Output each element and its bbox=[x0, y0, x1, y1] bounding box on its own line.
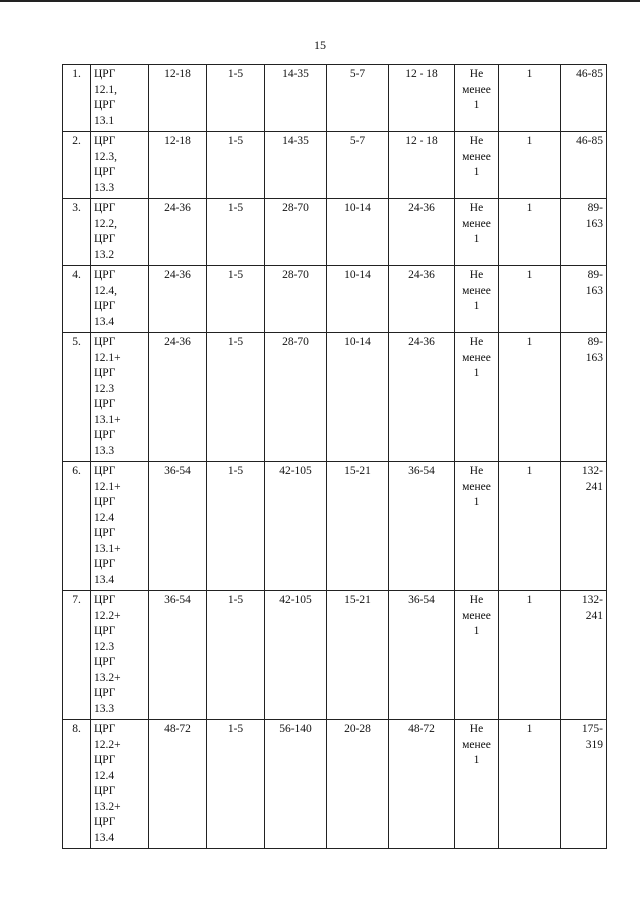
cell-name-line: ЦРГ bbox=[94, 429, 116, 441]
cell-name-line: 13.2+ bbox=[94, 671, 121, 684]
cell-number: 7. bbox=[63, 591, 91, 720]
cell-col-6-line: менее bbox=[462, 284, 491, 297]
cell-name-line: 12.2+ bbox=[94, 609, 121, 622]
cell-col-2: 1-5 bbox=[207, 720, 265, 849]
cell-col-5: 12 - 18 bbox=[389, 65, 455, 132]
cell-name-line: 13.2+ bbox=[94, 800, 121, 813]
cell-col-8-line: 241 bbox=[585, 480, 603, 493]
cell-col-7: 1 bbox=[499, 591, 561, 720]
cell-col-8 bbox=[561, 720, 607, 849]
cell-col-6 bbox=[455, 591, 499, 720]
cell-col-5: 12 - 18 bbox=[389, 132, 455, 199]
cell-col-3: 42-105 bbox=[265, 591, 327, 720]
cell-col-6-line: Не bbox=[469, 68, 484, 80]
cell-name-line: ЦРГ bbox=[94, 99, 116, 111]
cell-col-3: 14-35 bbox=[265, 65, 327, 132]
cell-col-4: 20-28 bbox=[327, 720, 389, 849]
cell-name bbox=[91, 65, 149, 132]
cell-col-4: 15-21 bbox=[327, 462, 389, 591]
cell-col-3: 28-70 bbox=[265, 333, 327, 462]
cell-col-8-line: 132- bbox=[581, 594, 603, 606]
cell-name-line: ЦРГ bbox=[94, 687, 116, 699]
table-row bbox=[63, 65, 607, 132]
cell-col-3: 28-70 bbox=[265, 199, 327, 266]
cell-col-5: 36-54 bbox=[389, 462, 455, 591]
cell-name bbox=[91, 333, 149, 462]
cell-col-8 bbox=[561, 266, 607, 333]
cell-col-6 bbox=[455, 333, 499, 462]
cell-col-6-line: менее bbox=[462, 351, 491, 364]
cell-col-6 bbox=[455, 199, 499, 266]
cell-col-5: 24-36 bbox=[389, 199, 455, 266]
cell-col-6-line: 1 bbox=[473, 367, 480, 379]
cell-col-2: 1-5 bbox=[207, 65, 265, 132]
cell-col-6 bbox=[455, 132, 499, 199]
cell-col-6 bbox=[455, 65, 499, 132]
cell-col-3: 56-140 bbox=[265, 720, 327, 849]
data-table bbox=[62, 64, 607, 849]
cell-col-7: 1 bbox=[499, 199, 561, 266]
cell-col-8-line: 241 bbox=[585, 609, 603, 622]
cell-name-line: 13.3 bbox=[94, 702, 115, 715]
cell-col-8-line: 319 bbox=[585, 738, 603, 751]
cell-col-2: 1-5 bbox=[207, 333, 265, 462]
cell-col-1: 36-54 bbox=[149, 591, 207, 720]
cell-name-line: ЦРГ bbox=[94, 166, 116, 178]
cell-name bbox=[91, 266, 149, 333]
cell-col-1: 12-18 bbox=[149, 65, 207, 132]
cell-col-6 bbox=[455, 266, 499, 333]
top-rule bbox=[0, 0, 640, 2]
cell-col-4: 10-14 bbox=[327, 333, 389, 462]
table-row bbox=[63, 199, 607, 266]
cell-col-2: 1-5 bbox=[207, 591, 265, 720]
cell-col-7: 1 bbox=[499, 720, 561, 849]
cell-name bbox=[91, 591, 149, 720]
cell-col-1: 12-18 bbox=[149, 132, 207, 199]
cell-name-line: 12.1+ bbox=[94, 351, 121, 364]
cell-name-line: 12.3 bbox=[94, 382, 115, 395]
cell-col-3: 42-105 bbox=[265, 462, 327, 591]
cell-col-6-line: менее bbox=[462, 738, 491, 751]
cell-name-line: 13.2 bbox=[94, 248, 115, 261]
cell-col-4: 10-14 bbox=[327, 199, 389, 266]
cell-name-line: ЦРГ bbox=[94, 785, 116, 797]
cell-col-8-line: 163 bbox=[585, 351, 603, 364]
cell-col-6 bbox=[455, 720, 499, 849]
cell-number: 4. bbox=[63, 266, 91, 333]
cell-col-4: 15-21 bbox=[327, 591, 389, 720]
cell-col-2: 1-5 bbox=[207, 266, 265, 333]
cell-name-line: ЦРГ bbox=[94, 625, 116, 637]
cell-col-1: 48-72 bbox=[149, 720, 207, 849]
table-row bbox=[63, 266, 607, 333]
cell-col-2: 1-5 bbox=[207, 462, 265, 591]
cell-col-8 bbox=[561, 591, 607, 720]
cell-col-8-line: 89- bbox=[587, 336, 603, 348]
cell-name-line: ЦРГ bbox=[94, 68, 116, 80]
table-row bbox=[63, 333, 607, 462]
cell-name-line: 12.3, bbox=[94, 150, 117, 163]
cell-name-line: 13.3 bbox=[94, 181, 115, 194]
cell-name bbox=[91, 132, 149, 199]
cell-col-8-line: 89- bbox=[587, 269, 603, 281]
cell-name-line: ЦРГ bbox=[94, 496, 116, 508]
cell-col-8-line: 132- bbox=[581, 465, 603, 477]
cell-name-line: 12.3 bbox=[94, 640, 115, 653]
cell-col-6-line: Не bbox=[469, 594, 484, 606]
cell-name bbox=[91, 199, 149, 266]
cell-col-6-line: менее bbox=[462, 150, 491, 163]
cell-name-line: ЦРГ bbox=[94, 465, 116, 477]
cell-col-6-line: менее bbox=[462, 83, 491, 96]
cell-name-line: 12.1+ bbox=[94, 480, 121, 493]
cell-name-line: 12.1, bbox=[94, 83, 117, 96]
cell-col-6-line: 1 bbox=[473, 496, 480, 508]
cell-name-line: ЦРГ bbox=[94, 594, 116, 606]
cell-name-line: 13.4 bbox=[94, 573, 115, 586]
cell-col-6-line: 1 bbox=[473, 99, 480, 111]
cell-col-1: 36-54 bbox=[149, 462, 207, 591]
cell-col-6-line: Не bbox=[469, 465, 484, 477]
table-body bbox=[63, 65, 607, 849]
cell-col-6-line: менее bbox=[462, 609, 491, 622]
table-row bbox=[63, 132, 607, 199]
cell-col-6-line: менее bbox=[462, 480, 491, 493]
cell-name-line: 12.2, bbox=[94, 217, 117, 230]
cell-col-5: 48-72 bbox=[389, 720, 455, 849]
cell-name-line: ЦРГ bbox=[94, 816, 116, 828]
cell-col-7: 1 bbox=[499, 65, 561, 132]
cell-number: 1. bbox=[63, 65, 91, 132]
cell-col-8-line: 175- bbox=[581, 723, 603, 735]
cell-col-6-line: Не bbox=[469, 336, 484, 348]
cell-col-8 bbox=[561, 65, 607, 132]
cell-col-8-line: 163 bbox=[585, 284, 603, 297]
table-row bbox=[63, 591, 607, 720]
cell-name-line: 12.4, bbox=[94, 284, 117, 297]
cell-col-6-line: 1 bbox=[473, 300, 480, 312]
cell-name-line: ЦРГ bbox=[94, 233, 116, 245]
cell-col-8 bbox=[561, 199, 607, 266]
cell-name bbox=[91, 462, 149, 591]
cell-name-line: ЦРГ bbox=[94, 336, 116, 348]
cell-col-6 bbox=[455, 462, 499, 591]
cell-name-line: 13.3 bbox=[94, 444, 115, 457]
cell-name-line: 12.4 bbox=[94, 511, 115, 524]
cell-col-6-line: менее bbox=[462, 217, 491, 230]
cell-name-line: 12.2+ bbox=[94, 738, 121, 751]
cell-col-4: 5-7 bbox=[327, 65, 389, 132]
cell-name-line: ЦРГ bbox=[94, 656, 116, 668]
cell-name-line: ЦРГ bbox=[94, 398, 116, 410]
cell-col-8 bbox=[561, 462, 607, 591]
cell-col-1: 24-36 bbox=[149, 266, 207, 333]
cell-col-3: 28-70 bbox=[265, 266, 327, 333]
cell-name-line: 13.4 bbox=[94, 315, 115, 328]
cell-name-line: 13.1+ bbox=[94, 542, 121, 555]
cell-number: 2. bbox=[63, 132, 91, 199]
table-row bbox=[63, 462, 607, 591]
cell-name-line: 13.4 bbox=[94, 831, 115, 844]
cell-col-8-line: 46-85 bbox=[576, 135, 603, 147]
cell-name-line: 12.4 bbox=[94, 769, 115, 782]
cell-col-3: 14-35 bbox=[265, 132, 327, 199]
cell-col-7: 1 bbox=[499, 462, 561, 591]
cell-name-line: ЦРГ bbox=[94, 300, 116, 312]
cell-col-5: 24-36 bbox=[389, 333, 455, 462]
cell-col-8 bbox=[561, 333, 607, 462]
cell-col-2: 1-5 bbox=[207, 199, 265, 266]
cell-col-7: 1 bbox=[499, 132, 561, 199]
cell-name-line: 13.1+ bbox=[94, 413, 121, 426]
cell-col-4: 5-7 bbox=[327, 132, 389, 199]
cell-name bbox=[91, 720, 149, 849]
cell-name-line: ЦРГ bbox=[94, 202, 116, 214]
cell-col-8-line: 89- bbox=[587, 202, 603, 214]
cell-col-7: 1 bbox=[499, 333, 561, 462]
cell-col-4: 10-14 bbox=[327, 266, 389, 333]
cell-col-6-line: 1 bbox=[473, 625, 480, 637]
cell-col-6-line: Не bbox=[469, 135, 484, 147]
cell-col-8-line: 46-85 bbox=[576, 68, 603, 80]
cell-number: 3. bbox=[63, 199, 91, 266]
cell-number: 8. bbox=[63, 720, 91, 849]
page-number: 15 bbox=[314, 38, 326, 52]
cell-name-line: ЦРГ bbox=[94, 723, 116, 735]
cell-name-line: ЦРГ bbox=[94, 558, 116, 570]
cell-col-8-line: 163 bbox=[585, 217, 603, 230]
cell-col-6-line: 1 bbox=[473, 754, 480, 766]
cell-name-line: ЦРГ bbox=[94, 367, 116, 379]
cell-col-6-line: Не bbox=[469, 269, 484, 281]
cell-name-line: ЦРГ bbox=[94, 269, 116, 281]
cell-col-5: 36-54 bbox=[389, 591, 455, 720]
table-row bbox=[63, 720, 607, 849]
cell-col-1: 24-36 bbox=[149, 199, 207, 266]
cell-name-line: ЦРГ bbox=[94, 527, 116, 539]
cell-col-6-line: 1 bbox=[473, 233, 480, 245]
cell-col-5: 24-36 bbox=[389, 266, 455, 333]
cell-col-6-line: 1 bbox=[473, 166, 480, 178]
cell-number: 5. bbox=[63, 333, 91, 462]
cell-col-7: 1 bbox=[499, 266, 561, 333]
cell-col-1: 24-36 bbox=[149, 333, 207, 462]
cell-name-line: ЦРГ bbox=[94, 754, 116, 766]
cell-col-8 bbox=[561, 132, 607, 199]
cell-name-line: ЦРГ bbox=[94, 135, 116, 147]
cell-col-6-line: Не bbox=[469, 723, 484, 735]
cell-name-line: 13.1 bbox=[94, 114, 115, 127]
cell-col-2: 1-5 bbox=[207, 132, 265, 199]
cell-col-6-line: Не bbox=[469, 202, 484, 214]
cell-number: 6. bbox=[63, 462, 91, 591]
